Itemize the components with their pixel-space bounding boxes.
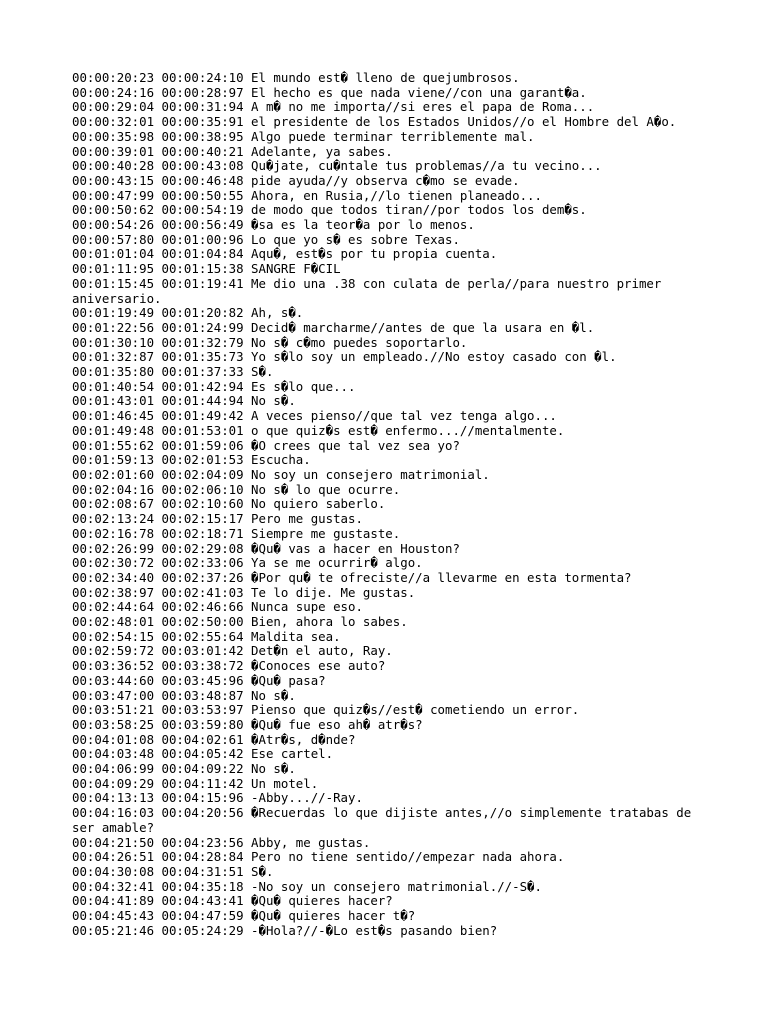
subtitle-line: 00:02:54:15 00:02:55:64 Maldita sea. bbox=[72, 628, 341, 644]
subtitle-line: 00:01:01:04 00:01:04:84 Aqu�, est�s por tu propia cuenta. bbox=[72, 246, 498, 262]
subtitle-line: 00:01:40:54 00:01:42:94 Es s�lo que... bbox=[72, 378, 356, 394]
subtitle-line: 00:02:34:40 00:02:37:26 �Por qu� te ofreciste//a llevarme en esta tormenta? bbox=[72, 569, 632, 585]
subtitle-line: 00:00:32:01 00:00:35:91 el presidente de los Estados Unidos//o el Hombre del A�o. bbox=[72, 114, 677, 130]
subtitle-line: 00:04:32:41 00:04:35:18 -No soy un consejero matrimonial.//-S�. bbox=[72, 878, 542, 894]
subtitle-line: 00:04:06:99 00:04:09:22 No s�. bbox=[72, 761, 296, 777]
subtitle-line: 00:00:24:16 00:00:28:97 El hecho es que nada viene//con una garant�a. bbox=[72, 84, 587, 100]
subtitle-line: 00:02:59:72 00:03:01:42 Det�n el auto, Ray. bbox=[72, 643, 393, 659]
subtitle-line: 00:00:43:15 00:00:46:48 pide ayuda//y observa c�mo se evade. bbox=[72, 172, 520, 188]
subtitle-line: 00:04:13:13 00:04:15:96 -Abby...//-Ray. bbox=[72, 790, 363, 806]
subtitle-line: 00:02:13:24 00:02:15:17 Pero me gustas. bbox=[72, 511, 363, 527]
subtitle-line: 00:00:29:04 00:00:31:94 A m� no me importa//si eres el papa de Roma... bbox=[72, 99, 595, 115]
subtitle-line: 00:01:32:87 00:01:35:73 Yo s�lo soy un empleado.//No estoy casado con �l. bbox=[72, 349, 617, 365]
subtitle-line: 00:00:35:98 00:00:38:95 Algo puede terminar terriblemente mal. bbox=[72, 128, 535, 144]
subtitle-line: 00:00:20:23 00:00:24:10 El mundo est� lleno de quejumbrosos. bbox=[72, 70, 520, 85]
subtitle-line: 00:00:57:80 00:01:00:96 Lo que yo s� es sobre Texas. bbox=[72, 231, 460, 247]
subtitle-line: 00:04:21:50 00:04:23:56 Abby, me gustas. bbox=[72, 834, 371, 850]
subtitle-line: 00:04:41:89 00:04:43:41 �Qu� quieres hacer? bbox=[72, 893, 393, 909]
subtitle-line: 00:01:30:10 00:01:32:79 No s� c�mo puedes soportarlo. bbox=[72, 334, 468, 350]
subtitle-line: 00:01:59:13 00:02:01:53 Escucha. bbox=[72, 452, 311, 468]
subtitle-line: 00:02:16:78 00:02:18:71 Siempre me gustaste. bbox=[72, 525, 401, 541]
subtitle-line: 00:03:36:52 00:03:38:72 �Conoces ese auto? bbox=[72, 658, 386, 674]
subtitle-line: 00:01:55:62 00:01:59:06 �O crees que tal vez sea yo? bbox=[72, 437, 460, 453]
subtitle-line: 00:00:47:99 00:00:50:55 Ahora, en Rusia,//lo tienen planeado... bbox=[72, 187, 542, 203]
subtitle-line: 00:01:43:01 00:01:44:94 No s�. bbox=[72, 393, 296, 409]
subtitle-line: 00:00:54:26 00:00:56:49 �sa es la teor�a por lo menos. bbox=[72, 217, 475, 233]
subtitle-line: 00:01:49:48 00:01:53:01 o que quiz�s est� enfermo...//mentalmente. bbox=[72, 422, 565, 438]
subtitle-line: 00:02:01:60 00:02:04:09 No soy un consejero matrimonial. bbox=[72, 466, 490, 482]
subtitle-line: 00:05:21:46 00:05:24:29 -�Hola?//-�Lo est�s pasando bien? bbox=[72, 922, 498, 938]
subtitle-line: 00:00:40:28 00:00:43:08 Qu�jate, cu�ntale tus problemas//a tu vecino... bbox=[72, 158, 602, 174]
subtitle-line: 00:02:04:16 00:02:06:10 No s� lo que ocurre. bbox=[72, 481, 401, 497]
subtitle-line: 00:01:11:95 00:01:15:38 SANGRE F�CIL bbox=[72, 261, 341, 277]
subtitle-line: 00:00:39:01 00:00:40:21 Adelante, ya sabes. bbox=[72, 143, 393, 159]
subtitle-line: 00:04:45:43 00:04:47:59 �Qu� quieres hacer t�? bbox=[72, 908, 416, 924]
subtitle-line: 00:02:38:97 00:02:41:03 Te lo dije. Me gustas. bbox=[72, 584, 416, 600]
subtitle-line: 00:01:15:45 00:01:19:41 Me dio una .38 con culata de perla//para nuestro primer aniversario. bbox=[72, 275, 669, 306]
subtitle-line: 00:02:26:99 00:02:29:08 �Qu� vas a hacer en Houston? bbox=[72, 540, 460, 556]
subtitle-line: 00:02:44:64 00:02:46:66 Nunca supe eso. bbox=[72, 599, 363, 615]
subtitle-line: 00:03:58:25 00:03:59:80 �Qu� fue eso ah� atr�s? bbox=[72, 716, 423, 732]
subtitle-line: 00:01:19:49 00:01:20:82 Ah, s�. bbox=[72, 305, 304, 321]
subtitle-line: 00:04:03:48 00:04:05:42 Ese cartel. bbox=[72, 746, 334, 762]
subtitle-line: 00:01:22:56 00:01:24:99 Decid� marcharme//antes de que la usara en �l. bbox=[72, 319, 595, 335]
subtitle-line: 00:02:48:01 00:02:50:00 Bien, ahora lo sabes. bbox=[72, 614, 408, 630]
subtitle-line: 00:04:16:03 00:04:20:56 �Recuerdas lo que dijiste antes,//o simplemente tratabas de ser amable? bbox=[72, 805, 699, 835]
subtitle-document bbox=[72, 71, 702, 938]
subtitle-line: 00:02:30:72 00:02:33:06 Ya se me ocurrir� algo. bbox=[72, 555, 423, 571]
subtitle-line: 00:00:50:62 00:00:54:19 de modo que todos tiran//por todos los dem�s. bbox=[72, 202, 587, 218]
subtitle-line: 00:01:35:80 00:01:37:33 S�. bbox=[72, 364, 274, 380]
subtitle-line: 00:04:30:08 00:04:31:51 S�. bbox=[72, 863, 274, 879]
subtitle-line: 00:03:47:00 00:03:48:87 No s�. bbox=[72, 687, 296, 703]
subtitle-line: 00:01:46:45 00:01:49:42 A veces pienso//que tal vez tenga algo... bbox=[72, 408, 557, 424]
subtitle-line: 00:03:51:21 00:03:53:97 Pienso que quiz�s//est� cometiendo un error. bbox=[72, 702, 580, 718]
subtitle-line: 00:04:09:29 00:04:11:42 Un motel. bbox=[72, 775, 319, 791]
subtitle-line: 00:04:26:51 00:04:28:84 Pero no tiene sentido//empezar nada ahora. bbox=[72, 849, 565, 865]
subtitle-line: 00:03:44:60 00:03:45:96 �Qu� pasa? bbox=[72, 672, 326, 688]
subtitle-line: 00:04:01:08 00:04:02:61 �Atr�s, d�nde? bbox=[72, 731, 356, 747]
subtitle-line: 00:02:08:67 00:02:10:60 No quiero saberlo. bbox=[72, 496, 386, 512]
